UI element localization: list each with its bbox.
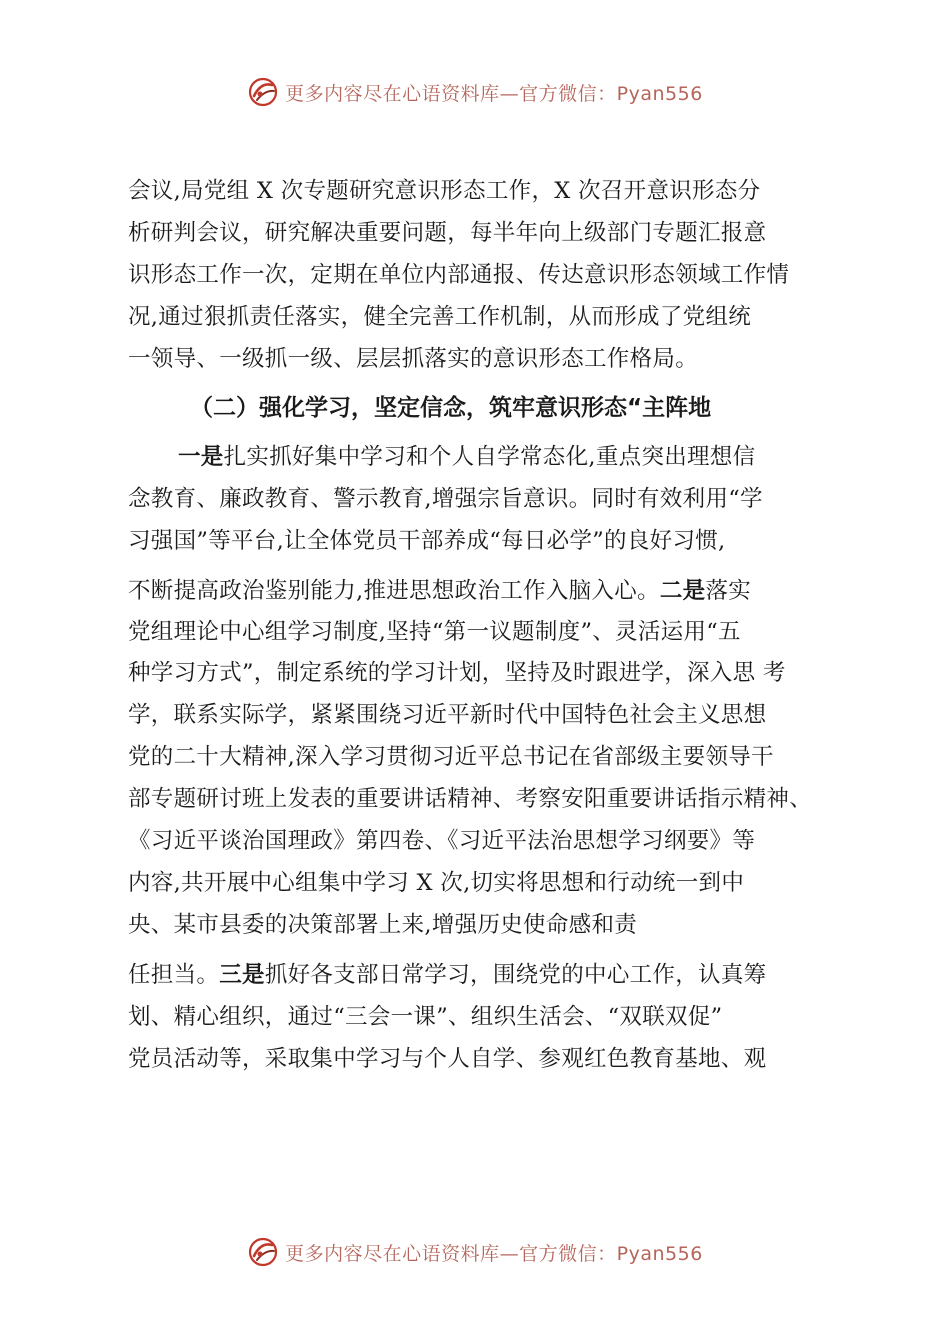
paragraph2-line-1 [178, 442, 755, 472]
paragraph2-line-4-tail: 落实 [705, 578, 752, 604]
lead-two: 二是 [659, 578, 706, 604]
paragraph2-line-4 [128, 576, 751, 606]
paragraph2-line-3: 习强国”等平台,让全体党员干部养成“每日必学”的良好习惯, [128, 528, 726, 554]
paragraph2-line-13 [128, 960, 766, 990]
header-banner-text [285, 79, 703, 106]
paragraph2-line-13-head: 任担当。 [128, 962, 220, 988]
lead-one: 一是 [178, 444, 224, 470]
lead-three: 三是 [219, 962, 265, 988]
footer-banner [0, 1232, 950, 1272]
paragraph2-line-1-text: 扎实抓好集中学习和个人自学常态化,重点突出理想信 [223, 444, 756, 470]
paragraph2-line-6: 种学习方式”，制定系统的学习计划，坚持及时跟进学，深入思 考 [128, 660, 786, 686]
paragraph2-line-2: 念教育、廉政教育、警示教育,增强宗旨意识。同时有效利用“学 [128, 486, 763, 512]
paragraph2-line-11: 内容,共开展中心组集中学习 X 次,切实将思想和行动统一到中 [128, 870, 745, 896]
header-wechat-id: Pyan556 [616, 82, 703, 105]
paragraph1-line-5: 一领导、一级抓一级、层层抓落实的意识形态工作格局。 [128, 346, 699, 372]
footer-site-text: 更多内容尽在心语资料库—官方微信： [285, 1242, 617, 1265]
paragraph2-line-7: 学，联系实际学，紧紧围绕习近平新时代中国特色社会主义思想 [128, 702, 767, 728]
paragraph2-line-12: 央、某市县委的决策部署上来,增强历史使命感和责 [128, 912, 638, 938]
header-banner [0, 72, 950, 112]
paragraph2-line-4-text: 不断提高政治鉴别能力,推进思想政治工作入脑入心。 [128, 578, 660, 604]
footer-banner-text [285, 1239, 703, 1266]
paragraph2-line-5: 党组理论中心组学习制度,坚持“第一议题制度”、灵活运用“五 [128, 619, 741, 645]
paragraph2-line-8: 党的二十大精神,深入学习贯彻习近平总书记在省部级主要领导干 [128, 744, 774, 770]
header-site-text: 更多内容尽在心语资料库—官方微信： [285, 82, 617, 105]
paragraph2-line-14: 划、精心组织，通过“三会一课”、组织生活会、“双联双促” [128, 1004, 723, 1030]
section-heading: （二）强化学习，坚定信念，筑牢意识形态“主阵地 [190, 395, 712, 421]
paragraph1-line-2: 析研判会议，研究解决重要问题，每半年向上级部门专题汇报意 [128, 220, 767, 246]
paragraph2-line-13-text: 抓好各支部日常学习，围绕党的中心工作，认真筹 [264, 962, 767, 988]
paragraph2-line-15: 党员活动等，采取集中学习与个人自学、参观红色教育基地、观 [128, 1046, 767, 1072]
footer-wechat-id: Pyan556 [616, 1242, 703, 1265]
paragraph1-line-1: 会议,局党组 X 次专题研究意识形态工作，X 次召开意识形态分 [128, 178, 761, 204]
paragraph2-line-9: 部专题研讨班上发表的重要讲话精神、考察安阳重要讲话指示精神、 [128, 786, 813, 812]
paragraph2-line-10: 《习近平谈治国理政》第四卷、《习近平法治思想学习纲要》等 [128, 828, 756, 854]
logo-icon [247, 76, 279, 108]
paragraph1-line-4: 况,通过狠抓责任落实，健全完善工作机制，从而形成了党组统 [128, 304, 752, 330]
paragraph1-line-3: 识形态工作一次，定期在单位内部通报、传达意识形态领域工作情 [128, 262, 790, 288]
logo-icon [247, 1236, 279, 1268]
